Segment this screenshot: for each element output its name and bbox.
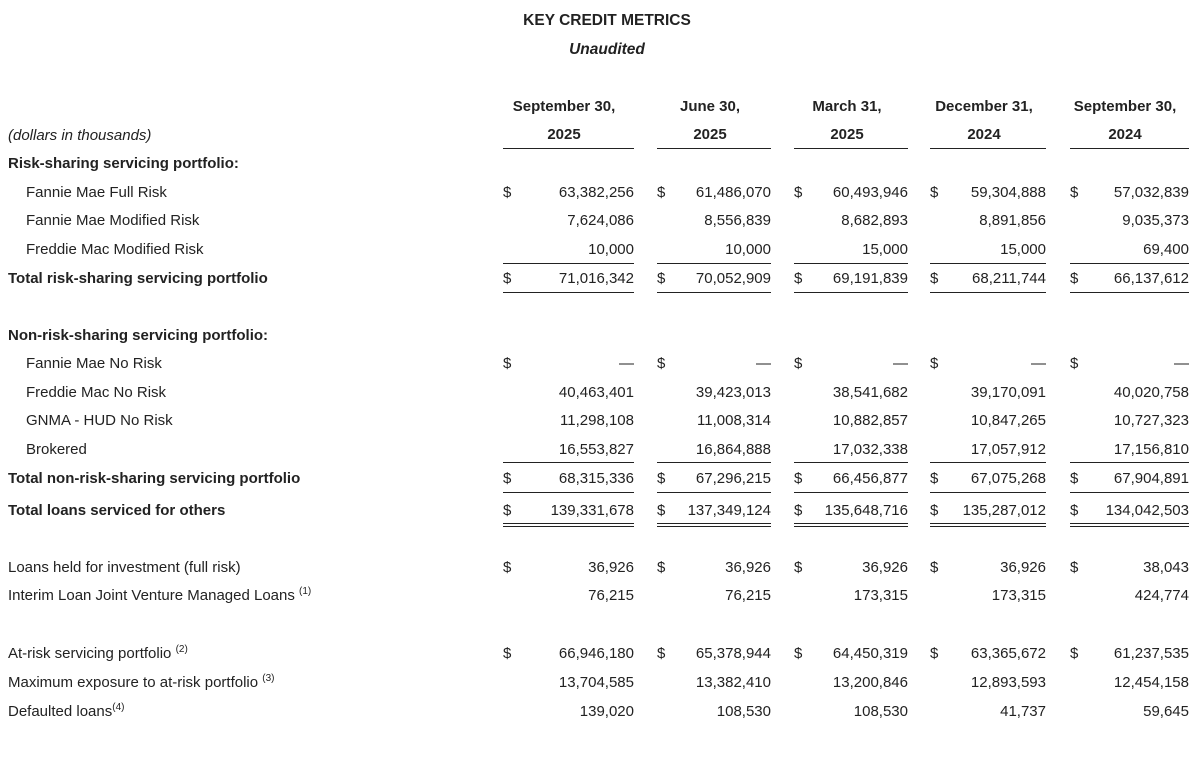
table-cell: 65,378,944 xyxy=(695,645,771,662)
column-header-date: March 31, xyxy=(812,98,882,115)
table-cell: 135,648,716 xyxy=(824,502,908,519)
double-underline-rule xyxy=(794,523,908,527)
row-label-text: Risk-sharing servicing portfolio: xyxy=(8,155,239,172)
table-cell: 12,893,593 xyxy=(970,674,1046,691)
currency-symbol: $ xyxy=(1070,645,1079,662)
table-cell: 10,882,857 xyxy=(832,412,908,429)
table-cell: 139,020 xyxy=(579,703,634,720)
currency-symbol: $ xyxy=(794,470,803,487)
row-label xyxy=(26,212,199,230)
row-label xyxy=(8,645,188,663)
table-cell: 17,057,912 xyxy=(970,441,1046,458)
currency-symbol: $ xyxy=(930,270,939,287)
subtotal-rule xyxy=(930,492,1046,493)
table-cell: 10,847,265 xyxy=(970,412,1046,429)
subtotal-rule xyxy=(503,492,634,493)
table-cell: 11,008,314 xyxy=(697,412,771,429)
column-header-date: June 30, xyxy=(679,98,741,115)
row-label xyxy=(8,470,300,488)
table-cell: 11,298,108 xyxy=(560,412,634,429)
column-header-year: 2025 xyxy=(830,126,864,143)
table-cell: 10,000 xyxy=(588,241,634,258)
table-cell: 38,043 xyxy=(1143,559,1189,576)
double-underline-rule xyxy=(1070,523,1189,527)
column-header-date: September 30, xyxy=(512,98,616,115)
currency-symbol: $ xyxy=(1070,184,1079,201)
table-cell: 59,645 xyxy=(1143,703,1189,720)
row-label-text: GNMA - HUD No Risk xyxy=(26,412,173,429)
table-cell: 108,530 xyxy=(853,703,908,720)
table-cell: — xyxy=(756,355,771,372)
table-cell: 36,926 xyxy=(588,559,634,576)
row-label-text: Non-risk-sharing servicing portfolio: xyxy=(8,327,269,344)
footnote-marker: (1) xyxy=(299,586,312,597)
units-note: (dollars in thousands) xyxy=(8,127,152,144)
table-cell: 41,737 xyxy=(1000,703,1046,720)
column-header-year: 2024 xyxy=(1108,126,1142,143)
column-header-rule xyxy=(657,148,771,149)
currency-symbol: $ xyxy=(1070,270,1079,287)
currency-symbol: $ xyxy=(794,270,803,287)
table-cell: 61,237,535 xyxy=(1113,645,1189,662)
subtotal-rule xyxy=(794,492,908,493)
table-cell: 67,075,268 xyxy=(970,470,1046,487)
table-cell: 139,331,678 xyxy=(550,502,634,519)
row-label xyxy=(8,559,241,577)
currency-symbol: $ xyxy=(503,355,512,372)
subtotal-rule xyxy=(657,492,771,493)
table-cell: — xyxy=(619,355,634,372)
row-label xyxy=(26,441,87,459)
table-cell: 8,891,856 xyxy=(979,212,1046,229)
currency-symbol: $ xyxy=(657,559,666,576)
currency-symbol: $ xyxy=(794,355,803,372)
row-label-text: Fannie Mae No Risk xyxy=(26,355,162,372)
currency-symbol: $ xyxy=(794,559,803,576)
table-cell: 39,423,013 xyxy=(695,384,771,401)
row-label xyxy=(8,674,275,692)
table-cell: 60,493,946 xyxy=(832,184,908,201)
currency-symbol: $ xyxy=(503,470,512,487)
currency-symbol: $ xyxy=(657,645,666,662)
table-cell: 16,553,827 xyxy=(558,441,634,458)
row-label xyxy=(8,270,268,288)
table-cell: 15,000 xyxy=(862,241,908,258)
section-heading xyxy=(8,155,239,173)
table-cell: 59,304,888 xyxy=(970,184,1046,201)
currency-symbol: $ xyxy=(930,184,939,201)
table-cell: — xyxy=(893,355,908,372)
subtotal-rule xyxy=(794,292,908,293)
row-label-text: Total risk-sharing servicing portfolio xyxy=(8,270,268,287)
row-label-text: Total loans serviced for others xyxy=(8,502,226,519)
column-header-rule xyxy=(503,148,634,149)
subtotal-rule xyxy=(503,462,634,463)
currency-symbol: $ xyxy=(503,559,512,576)
row-label xyxy=(8,703,124,721)
table-cell: 424,774 xyxy=(1134,587,1189,604)
row-label-text: Total non-risk-sharing servicing portfolio xyxy=(8,470,301,487)
table-cell: 17,156,810 xyxy=(1113,441,1189,458)
currency-symbol: $ xyxy=(657,470,666,487)
subtotal-rule xyxy=(657,292,771,293)
currency-symbol: $ xyxy=(794,502,803,519)
table-cell: 76,215 xyxy=(588,587,634,604)
column-header-year: 2024 xyxy=(967,126,1001,143)
row-label-text: Fannie Mae Full Risk xyxy=(26,184,167,201)
subtotal-rule xyxy=(1070,263,1189,264)
table-cell: 68,211,744 xyxy=(972,270,1046,287)
table-cell: 108,530 xyxy=(716,703,771,720)
row-label xyxy=(26,241,204,259)
footnote-marker: (2) xyxy=(175,644,188,655)
table-cell: 63,365,672 xyxy=(970,645,1046,662)
table-cell: — xyxy=(1174,355,1189,372)
table-cell: 16,864,888 xyxy=(695,441,771,458)
footnote-marker: (4) xyxy=(112,702,125,713)
table-cell: 69,400 xyxy=(1143,241,1189,258)
report-title: KEY CREDIT METRICS xyxy=(523,12,691,29)
row-label-text: Interim Loan Joint Venture Managed Loans xyxy=(8,587,300,604)
row-label xyxy=(26,184,167,202)
column-header-year: 2025 xyxy=(693,126,727,143)
subtotal-rule xyxy=(1070,292,1189,293)
subtotal-rule xyxy=(930,263,1046,264)
table-cell: 66,137,612 xyxy=(1113,270,1189,287)
table-cell: 10,000 xyxy=(725,241,771,258)
currency-symbol: $ xyxy=(794,184,803,201)
subtotal-rule xyxy=(930,462,1046,463)
currency-symbol: $ xyxy=(503,645,512,662)
currency-symbol: $ xyxy=(930,559,939,576)
table-cell: 15,000 xyxy=(1000,241,1046,258)
subtotal-rule xyxy=(503,263,634,264)
subtotal-rule xyxy=(657,462,771,463)
table-cell: 10,727,323 xyxy=(1113,412,1189,429)
currency-symbol: $ xyxy=(794,645,803,662)
column-header-rule xyxy=(794,148,908,149)
table-cell: 40,020,758 xyxy=(1113,384,1189,401)
report-subtitle: Unaudited xyxy=(569,41,645,58)
currency-symbol: $ xyxy=(657,184,666,201)
subtotal-rule xyxy=(1070,492,1189,493)
section-heading xyxy=(8,327,268,345)
row-label-text: Defaulted loans xyxy=(8,703,113,720)
double-underline-rule xyxy=(503,523,634,527)
currency-symbol: $ xyxy=(1070,502,1079,519)
currency-symbol: $ xyxy=(503,184,512,201)
table-cell: 9,035,373 xyxy=(1122,212,1189,229)
row-label xyxy=(26,384,166,402)
currency-symbol: $ xyxy=(503,270,512,287)
table-cell: 71,016,342 xyxy=(558,270,634,287)
table-cell: 135,287,012 xyxy=(962,502,1046,519)
table-cell: 13,200,846 xyxy=(832,674,908,691)
table-cell: — xyxy=(1031,355,1046,372)
table-cell: 61,486,070 xyxy=(695,184,771,201)
row-label xyxy=(26,355,162,373)
table-cell: 64,450,319 xyxy=(832,645,908,662)
table-cell: 137,349,124 xyxy=(687,502,771,519)
table-cell: 66,456,877 xyxy=(832,470,908,487)
currency-symbol: $ xyxy=(657,502,666,519)
column-header-date: September 30, xyxy=(1073,98,1177,115)
currency-symbol: $ xyxy=(930,502,939,519)
table-cell: 40,463,401 xyxy=(558,384,634,401)
subtotal-rule xyxy=(794,462,908,463)
column-header-year: 2025 xyxy=(547,126,581,143)
table-cell: 13,704,585 xyxy=(558,674,634,691)
table-cell: 67,296,215 xyxy=(695,470,771,487)
currency-symbol: $ xyxy=(1070,470,1079,487)
row-label-text: Loans held for investment (full risk) xyxy=(8,559,241,576)
table-cell: 8,556,839 xyxy=(704,212,771,229)
row-label xyxy=(8,587,311,605)
table-cell: 173,315 xyxy=(853,587,908,604)
table-cell: 68,315,336 xyxy=(558,470,634,487)
column-header-rule xyxy=(930,148,1046,149)
table-cell: 36,926 xyxy=(725,559,771,576)
table-cell: 173,315 xyxy=(991,587,1046,604)
table-cell: 134,042,503 xyxy=(1105,502,1189,519)
table-cell: 36,926 xyxy=(1000,559,1046,576)
table-cell: 67,904,891 xyxy=(1113,470,1189,487)
table-cell: 39,170,091 xyxy=(970,384,1046,401)
subtotal-rule xyxy=(794,263,908,264)
currency-symbol: $ xyxy=(1070,355,1079,372)
currency-symbol: $ xyxy=(930,355,939,372)
column-header-date: December 31, xyxy=(935,98,1033,115)
currency-symbol: $ xyxy=(657,355,666,372)
row-label-text: Maximum exposure to at-risk portfolio xyxy=(8,674,263,691)
currency-symbol: $ xyxy=(503,502,512,519)
table-cell: 17,032,338 xyxy=(832,441,908,458)
double-underline-rule xyxy=(657,523,771,527)
row-label-text: Brokered xyxy=(26,441,87,458)
row-label-text: Freddie Mac No Risk xyxy=(26,384,167,401)
subtotal-rule xyxy=(1070,462,1189,463)
subtotal-rule xyxy=(930,292,1046,293)
table-cell: 66,946,180 xyxy=(558,645,634,662)
row-label xyxy=(26,412,173,430)
table-cell: 13,382,410 xyxy=(695,674,771,691)
subtotal-rule xyxy=(503,292,634,293)
table-cell: 38,541,682 xyxy=(832,384,908,401)
footnote-marker: (3) xyxy=(262,673,275,684)
row-label-text: Freddie Mac Modified Risk xyxy=(26,241,204,258)
currency-symbol: $ xyxy=(930,645,939,662)
table-cell: 69,191,839 xyxy=(832,270,908,287)
table-cell: 70,052,909 xyxy=(695,270,771,287)
table-cell: 36,926 xyxy=(862,559,908,576)
subtotal-rule xyxy=(657,263,771,264)
row-label xyxy=(8,502,225,520)
row-label-text: At-risk servicing portfolio xyxy=(8,645,176,662)
table-cell: 63,382,256 xyxy=(558,184,634,201)
table-cell: 76,215 xyxy=(725,587,771,604)
currency-symbol: $ xyxy=(1070,559,1079,576)
table-cell: 7,624,086 xyxy=(567,212,634,229)
table-cell: 57,032,839 xyxy=(1113,184,1189,201)
currency-symbol: $ xyxy=(930,470,939,487)
column-header-rule xyxy=(1070,148,1189,149)
currency-symbol: $ xyxy=(657,270,666,287)
row-label-text: Fannie Mae Modified Risk xyxy=(26,212,200,229)
table-cell: 12,454,158 xyxy=(1113,674,1189,691)
double-underline-rule xyxy=(930,523,1046,527)
table-cell: 8,682,893 xyxy=(841,212,908,229)
